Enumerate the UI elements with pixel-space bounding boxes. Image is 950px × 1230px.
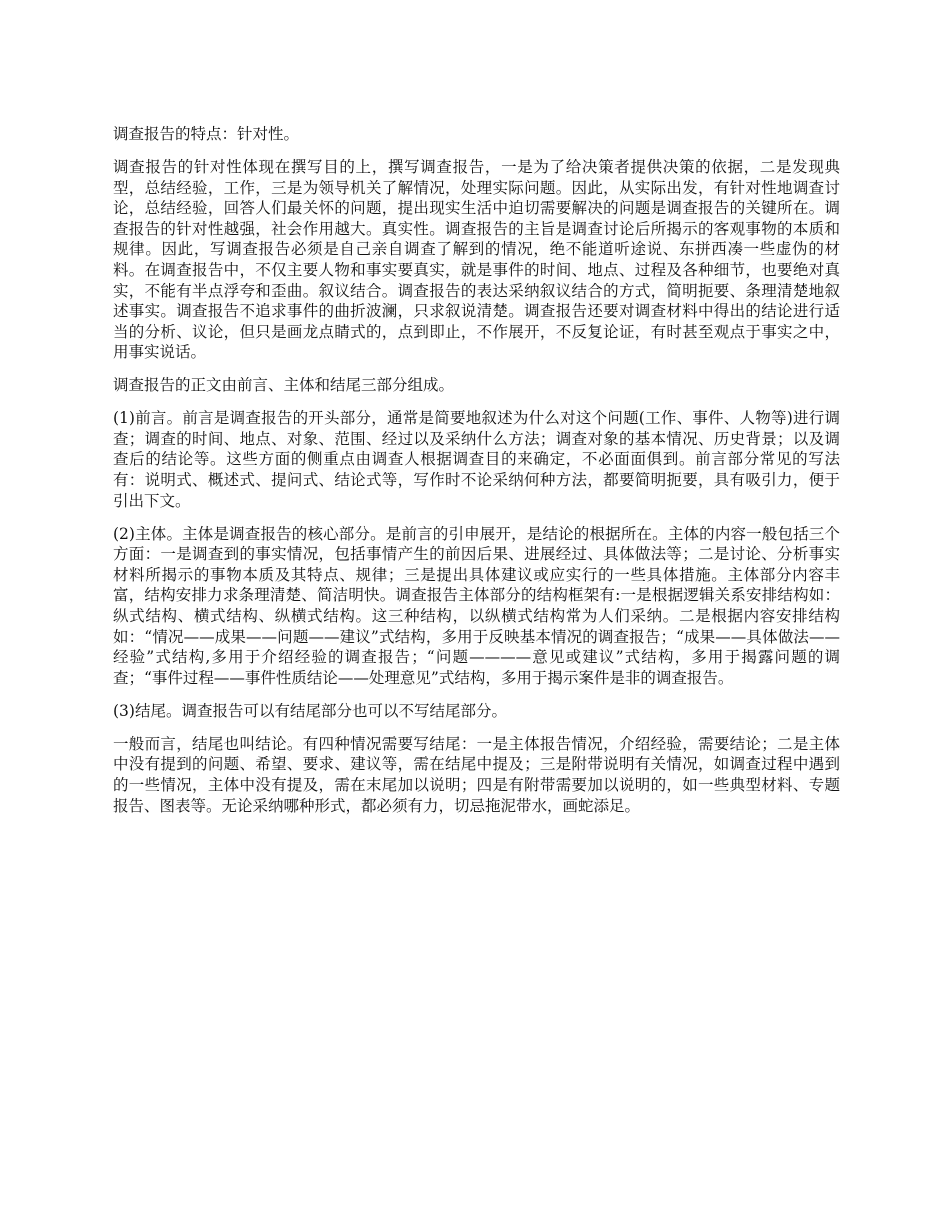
- document-body: [113, 124, 840, 829]
- paragraph-conclusion-detail: 一般而言，结尾也叫结论。有四种情况需要写结尾：一是主体报告情况，介绍经验，需要结论；二是主体中没有提到的问题、希望、要求、建议等，需在结尾中提及；三是附带说明有关情况，如调查过程中遇到的一些情况，主体中没有提及，需在末尾加以说明；四是有附带需要加以说明的，如一些典型材料、专题报告、图表等。无论采纳哪种形式，都必须有力，切忌拖泥带水，画蛇添足。: [113, 734, 840, 815]
- paragraph-structure-intro: 调查报告的正文由前言、主体和结尾三部分组成。: [113, 376, 455, 395]
- paragraph-heading-characteristics: 调查报告的特点：针对性。: [113, 125, 300, 143]
- paragraph-preface: (1)前言。前言是调查报告的开头部分，通常是简要地叙述为什么对这个问题(工作、事件、人物等)进行调查；调查的时间、地点、对象、范围、经过以及采纳什么方法；调查对象的基本情况、历史背景；以及调查后的结论等。这些方面的侧重点由调查人根据调查目的来确定，不必面面俱到。前言部分常见的写法有：说明式、概述式、提问式、结论式等，写作时不论采纳何种方法，都要简明扼要，具有吸引力，便于引出下文。: [113, 409, 840, 510]
- paragraph-main-body: (2)主体。主体是调查报告的核心部分。是前言的引申展开，是结论的根据所在。主体的内容一般包括三个方面：一是调查到的事实情况，包括事情产生的前因后果、进展经过、具体做法等；二是讨论、分析事实材料所揭示的事物本质及其特点、规律；三是提出具体建议或应实行的一些具体措施。主体部分内容丰富，结构安排力求条理清楚、简洁明快。调查报告主体部分的结构框架有:一是根据逻辑关系安排结构如：纵式结构、横式结构、纵横式结构。这三种结构，以纵横式结构常为人们采纳。二是根据内容安排结构如：“情况——成果——问题——建议”式结构，多用于反映基本情况的调查报告；“成果——具体做法——经验”式结构,多用于介绍经验的调查报告；“问题————意见或建议”式结构，多用于揭露问题的调查；“事件过程——事件性质结论——处理意见”式结构，多用于揭示案件是非的调查报告。: [113, 524, 840, 687]
- paragraph-characteristics-detail: 调查报告的针对性体现在撰写目的上，撰写调查报告，一是为了给决策者提供决策的依据，二是发现典型，总结经验，工作，三是为领导机关了解情况，处理实际问题。因此，从实际出发，有针对性地调查讨论，总结经验，回答人们最关怀的问题，提出现实生活中迫切需要解决的问题是调查报告的关键所在。调查报告的针对性越强，社会作用越大。真实性。调查报告的主旨是调查讨论后所揭示的客观事物的本质和规律。因此，写调查报告必须是自己亲自调查了解到的情况，绝不能道听途说、东拼西凑一些虚伪的材料。在调查报告中，不仅主要人物和事实要真实，就是事件的时间、地点、过程及各种细节，也要绝对真实，不能有半点浮夸和歪曲。叙议结合。调查报告的表达采纳叙议结合的方式，简明扼要、条理清楚地叙述事实。调查报告不追求事件的曲折波澜，只求叙说清楚。调查报告还要对调查材料中得出的结论进行适当的分析、议论，但只是画龙点睛式的，点到即止，不作展开，不反复论证，有时甚至观点于事实之中，用事实说话。: [113, 157, 840, 362]
- paragraph-ending: (3)结尾。调查报告可以有结尾部分也可以不写结尾部分。: [113, 701, 507, 720]
